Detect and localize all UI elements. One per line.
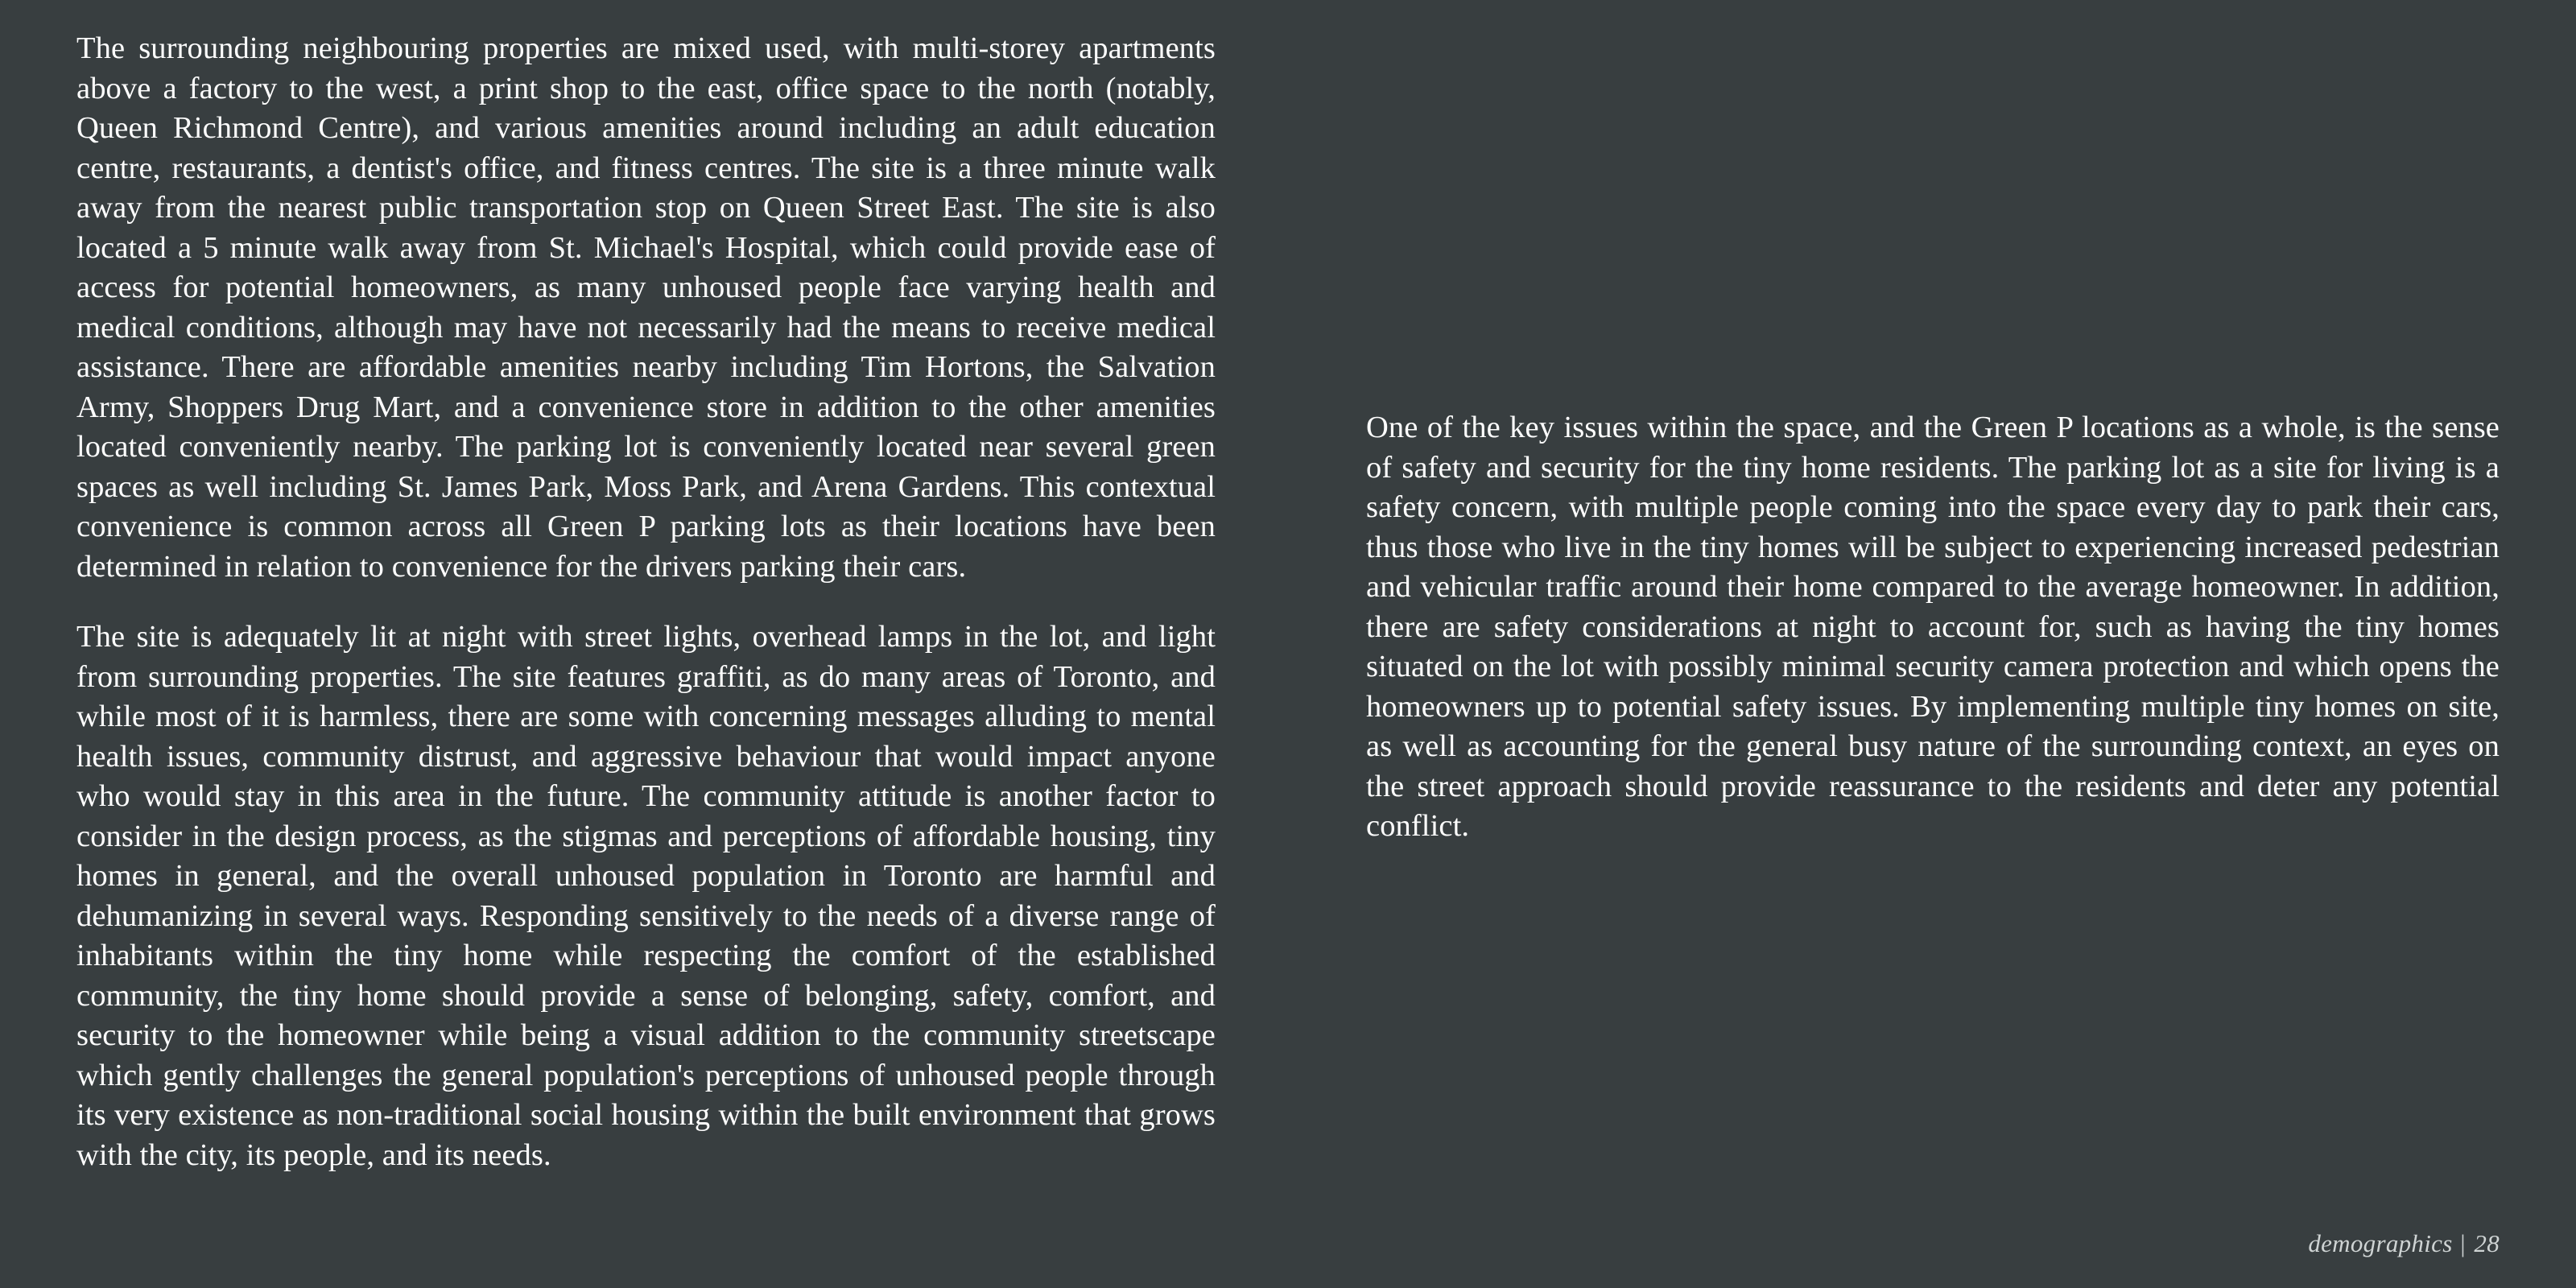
footer-separator: | (2458, 1229, 2467, 1257)
left-text-column (76, 29, 1216, 1175)
right-text-column (1366, 408, 2500, 847)
page-footer (2308, 1228, 2500, 1259)
paragraph-site-context: The surrounding neighbouring properties are mixed used, with multi-storey apartments above a factory to the west, a print shop to the east, office space to the north (notably, Queen Richmond Centre), and various amenities around including an adult education centre, restaurants, a dentist's office, and fitness centres. The site is a three minute walk away from the nearest public transportation stop on Queen Street East. The site is also located a 5 minute walk away from St. Michael's Hospital, which could provide ease of access for potential homeowners, as many unhoused people face varying health and medical conditions, although may have not necessarily had the means to receive medical assistance. There are affordable amenities nearby including Tim Hortons, the Salvation Army, Shoppers Drug Mart, and a convenience store in addition to the other amenities located conveniently nearby. The parking lot is conveniently located near several green spaces as well including St. James Park, Moss Park, and Arena Gardens. This contextual convenience is common across all Green P parking lots as their locations have been determined in relation to convenience for the drivers parking their cars. (76, 31, 1216, 584)
footer-page-number: 28 (2474, 1229, 2500, 1257)
footer-section-label: demographics (2308, 1229, 2453, 1257)
paragraph-lighting-and-community: The site is adequately lit at night with street lights, overhead lamps in the lot, and light from surrounding properties. The site features graffiti, as do many areas of Toronto, and while most of it is harmless, there are some with concerning messages alluding to mental health issues, community distrust, and aggressive behaviour that would impact anyone who would stay in this area in the future. The community attitude is another factor to consider in the design process, as the stigmas and perceptions of affordable housing, tiny homes in general, and the overall unhoused population in Toronto are harmful and dehumanizing in several ways. Responding sensitively to the needs of a diverse range of inhabitants within the tiny home while respecting the comfort of the established community, the tiny home should provide a sense of belonging, safety, comfort, and security to the homeowner while being a visual addition to the community streetscape which gently challenges the general population's perceptions of unhoused people through its very existence as non-traditional social housing within the built environment that grows with the city, its people, and its needs. (76, 620, 1216, 1172)
paragraph-safety-and-security: One of the key issues within the space, and the Green P locations as a whole, is the sense of safety and security for the tiny home residents. The parking lot as a site for living is a safety concern, with multiple people coming into the space every day to park their cars, thus those who live in the tiny homes will be subject to experiencing increased pedestrian and vehicular traffic around their home compared to the average homeowner. In addition, there are safety considerations at night to account for, such as having the tiny homes situated on the lot with possibly minimal security camera protection and which opens the homeowners up to potential safety issues. By implementing multiple tiny homes on site, as well as accounting for the general busy nature of the surrounding context, an eyes on the street approach should provide reassurance to the residents and deter any potential conflict. (1366, 411, 2500, 843)
